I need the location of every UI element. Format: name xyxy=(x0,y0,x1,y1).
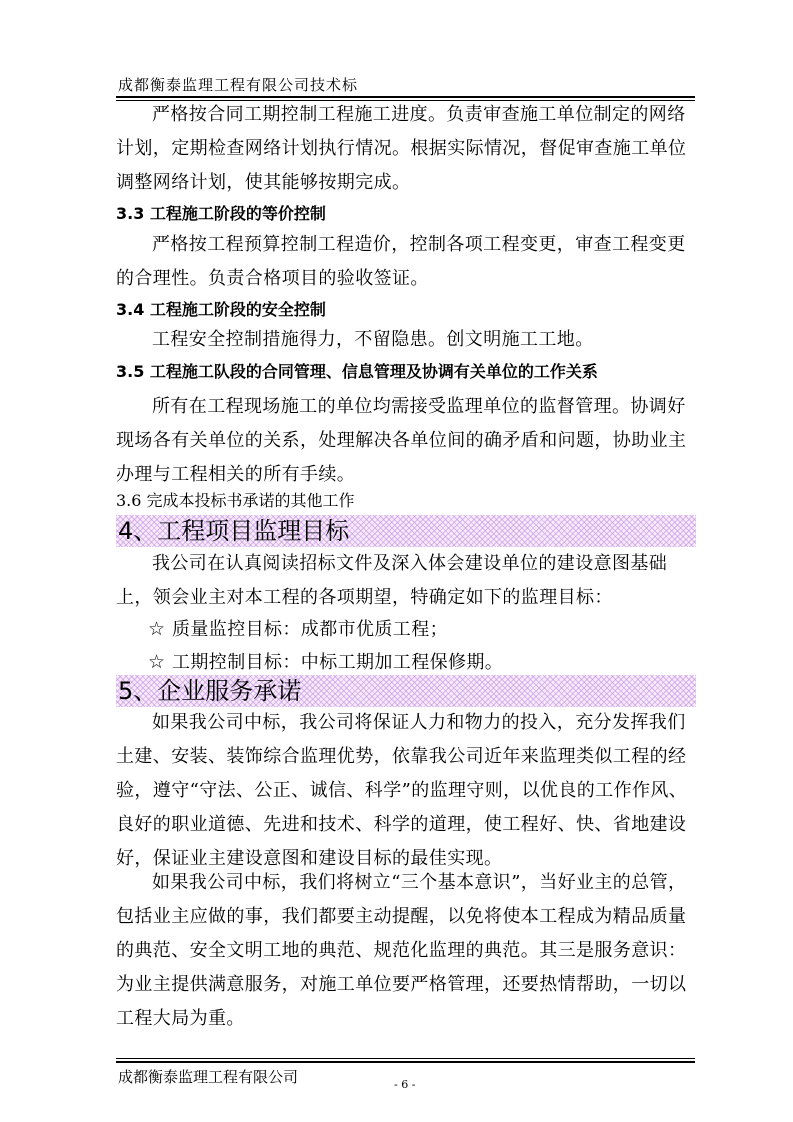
goal-item-text: 工期控制目标：中标工期加工程保修期。 xyxy=(172,652,504,673)
section-4-heading: 4、工程项目监理目标 xyxy=(118,517,350,545)
text-line: 土建、安装、装饰综合监理优势，依靠我公司近年来监理类似工程的经 xyxy=(116,746,687,767)
goal-item-text: 质量监控目标：成都市优质工程； xyxy=(172,619,448,640)
footer-rule-thin xyxy=(116,1058,695,1059)
text-line: 上，领会业主对本工程的各项期望，特确定如下的监理目标： xyxy=(116,587,613,608)
star-icon: ☆ xyxy=(148,618,166,640)
section-5-heading: 5、企业服务承诺 xyxy=(118,677,302,705)
page-number: - 6 - xyxy=(394,1078,416,1091)
section-3-4-paragraph xyxy=(116,323,696,357)
text-line: 我公司在认真阅读招标文件及深入体会建设单位的建设意图基础 xyxy=(152,553,668,574)
header-title: 成都衡泰监理工程有限公司技术标 xyxy=(118,76,359,94)
section-5-paragraph-2 xyxy=(116,866,696,1036)
text-line: 好，保证业主建设意图和建设目标的最佳实现。 xyxy=(116,848,503,869)
text-line: 严格按工程预算控制工程造价，控制各项工程变更，审查工程变更 xyxy=(152,234,686,255)
text-line: 办理与工程相关的所有手续。 xyxy=(116,464,356,485)
text-line: 所有在工程现场施工的单位均需接受监理单位的监督管理。协调好 xyxy=(152,396,686,417)
section-3-5-paragraph xyxy=(116,390,696,492)
text-line: 调整网络计划，使其能够按期完成。 xyxy=(116,172,411,193)
text-line: 的合理性。负责合格项目的验收签证。 xyxy=(116,268,429,289)
footer-company: 成都衡泰监理工程有限公司 xyxy=(118,1068,299,1086)
section-3-3-paragraph xyxy=(116,228,696,296)
text-line: 的典范、安全文明工地的典范、规范化监理的典范。其三是服务意识： xyxy=(116,940,687,961)
text-line: 验，遵守“守法、公正、诚信、科学”的监理守则，以优良的工作作风、 xyxy=(116,780,688,801)
section-3-4-heading: 3.4 工程施工阶段的安全控制 xyxy=(116,300,326,319)
section-5-heading-band xyxy=(116,675,696,707)
text-line: 现场各有关单位的关系，处理解决各单位间的确矛盾和问题，协助业主 xyxy=(116,430,687,451)
section-3-3-heading: 3.3 工程施工阶段的等价控制 xyxy=(116,204,326,223)
text-line: 工程安全控制措施得力，不留隐患。创文明施工工地。 xyxy=(152,329,594,350)
goal-item-quality xyxy=(148,612,448,647)
text-line: 良好的职业道德、先进和技术、科学的道理，使工程好、快、省地建设 xyxy=(116,814,687,835)
footer-rule xyxy=(116,1061,695,1063)
intro-paragraph xyxy=(116,98,696,200)
text-line: 为业主提供满意服务，对施工单位要严格管理，还要热情帮助，一切以 xyxy=(116,974,687,995)
section-3-6-heading: 3.6 完成本投标书承诺的其他工作 xyxy=(116,491,355,510)
text-line: 包括业主应做的事，我们都要主动提醒，以免将使本工程成为精品质量 xyxy=(116,906,687,927)
text-line: 严格按合同工期控制工程施工进度。负责审查施工单位制定的网络 xyxy=(152,104,686,125)
section-4-heading-band xyxy=(116,515,696,547)
text-line: 如果我公司中标，我公司将保证人力和物力的投入，充分发挥我们 xyxy=(152,712,686,733)
star-icon: ☆ xyxy=(148,651,166,673)
section-4-paragraph xyxy=(116,547,696,615)
text-line: 计划，定期检查网络计划执行情况。根据实际情况，督促审查施工单位 xyxy=(116,138,687,159)
text-line: 如果我公司中标，我们将树立“三个基本意识”，当好业主的总管， xyxy=(152,872,687,893)
section-3-5-heading: 3.5 工程施工队段的合同管理、信息管理及协调有关单位的工作关系 xyxy=(116,362,598,381)
text-line: 工程大局为重。 xyxy=(116,1008,245,1029)
section-5-paragraph-1 xyxy=(116,706,696,876)
